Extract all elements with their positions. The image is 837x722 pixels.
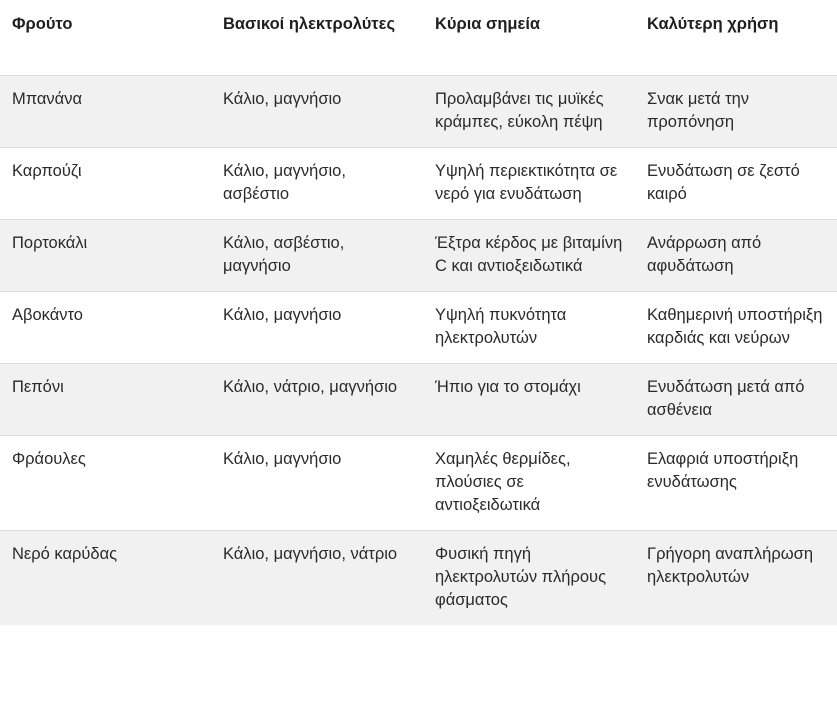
cell-key-points: Υψηλή πυκνότητα ηλεκτρολυτών	[435, 305, 567, 347]
cell-key-points: Ήπιο για το στομάχι	[435, 377, 581, 396]
cell-fruit: Μπανάνα	[12, 89, 83, 108]
table-header-row	[0, 0, 837, 75]
cell-electrolytes: Κάλιο, μαγνήσιο	[223, 305, 342, 324]
table-row	[0, 435, 837, 530]
header-fruit: Φρούτο	[12, 15, 73, 33]
cell-fruit: Αβοκάντο	[12, 305, 83, 324]
table-row	[0, 75, 837, 147]
cell-key-points: Υψηλή περιεκτικότητα σε νερό για ενυδάτωση	[435, 161, 618, 203]
cell-electrolytes: Κάλιο, μαγνήσιο	[223, 89, 342, 108]
cell-electrolytes: Κάλιο, μαγνήσιο, νάτριο	[223, 544, 398, 563]
header-electrolytes: Βασικοί ηλεκτρολύτες	[223, 15, 396, 33]
cell-fruit: Νερό καρύδας	[12, 544, 118, 563]
cell-electrolytes: Κάλιο, μαγνήσιο	[223, 449, 342, 468]
cell-best-use: Γρήγορη αναπλήρωση ηλεκτρολυτών	[647, 544, 813, 586]
cell-electrolytes: Κάλιο, μαγνήσιο, ασβέστιο	[223, 161, 346, 203]
cell-best-use: Ελαφριά υποστήριξη ενυδάτωσης	[647, 449, 799, 491]
header-best-use: Καλύτερη χρήση	[647, 15, 779, 33]
cell-best-use: Ενυδάτωση μετά από ασθένεια	[647, 377, 805, 419]
cell-electrolytes: Κάλιο, ασβέστιο, μαγνήσιο	[223, 233, 345, 275]
cell-key-points: Έξτρα κέρδος με βιταμίνη C και αντιοξειδωτικά	[435, 233, 623, 275]
cell-key-points: Προλαμβάνει τις μυϊκές κράμπες, εύκολη πέψη	[435, 89, 604, 131]
cell-key-points: Φυσική πηγή ηλεκτρολυτών πλήρους φάσματος	[435, 544, 607, 609]
cell-fruit: Φράουλες	[12, 449, 86, 468]
cell-key-points: Χαμηλές θερμίδες, πλούσιες σε αντιοξειδωτικά	[435, 449, 571, 514]
cell-electrolytes: Κάλιο, νάτριο, μαγνήσιο	[223, 377, 398, 396]
cell-best-use: Καθημερινή υποστήριξη καρδιάς και νεύρων	[647, 305, 823, 347]
header-key-points: Κύρια σημεία	[435, 15, 541, 33]
table-row	[0, 291, 837, 363]
table-row	[0, 147, 837, 219]
table-row	[0, 363, 837, 435]
cell-best-use: Ενυδάτωση σε ζεστό καιρό	[647, 161, 800, 203]
table-row	[0, 530, 837, 625]
cell-best-use: Σνακ μετά την προπόνηση	[647, 89, 750, 131]
cell-fruit: Πεπόνι	[12, 377, 64, 396]
table-row	[0, 219, 837, 291]
cell-best-use: Ανάρρωση από αφυδάτωση	[647, 233, 762, 275]
cell-fruit: Καρπούζι	[12, 161, 82, 180]
cell-fruit: Πορτοκάλι	[12, 233, 88, 252]
